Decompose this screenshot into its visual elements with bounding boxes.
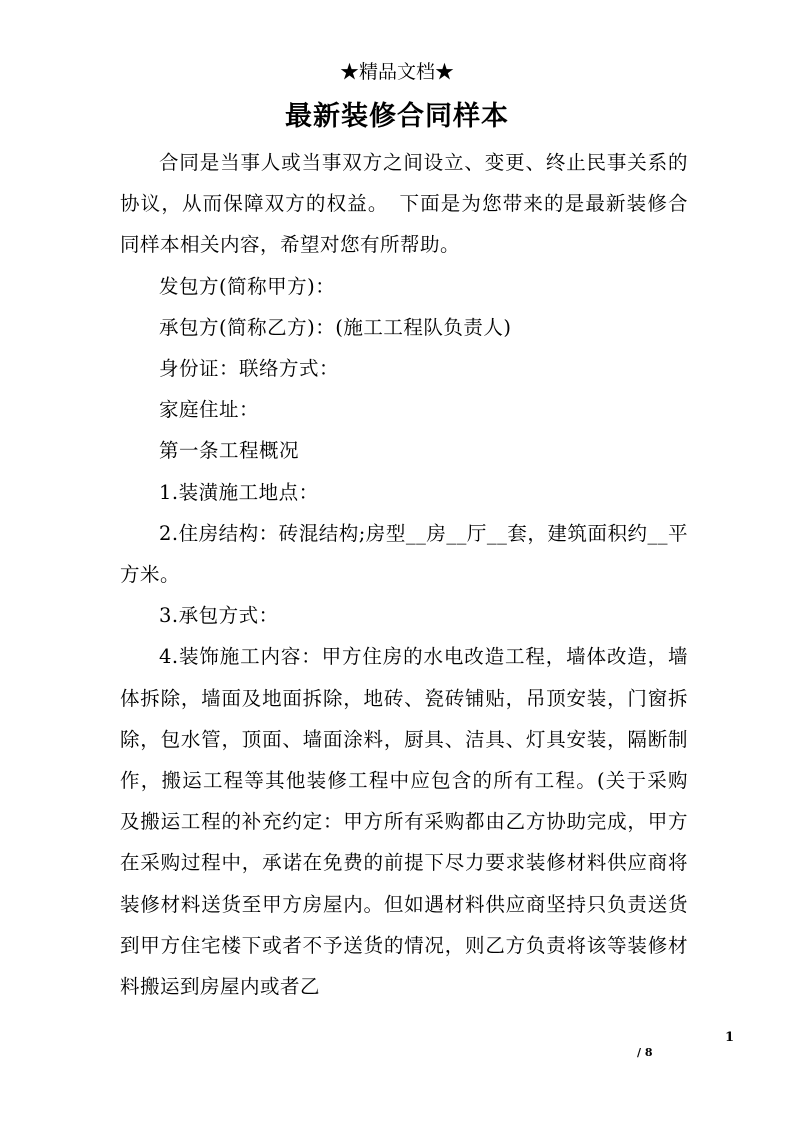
section-heading: 第一条工程概况 (159, 439, 300, 463)
address-line: 家庭住址： (159, 398, 260, 422)
clause-2: 2.住房结构：砖混结构;房型__房__厅__套，建筑面积约__平方米。 (120, 521, 688, 587)
party-a-line: 发包方(简称甲方)： (159, 274, 336, 298)
document-title: 最新装修合同样本 (285, 101, 509, 132)
id-contact-line: 身份证：联络方式： (159, 357, 340, 381)
clause-3: 3.承包方式： (159, 604, 279, 628)
party-b-line: 承包方(简称乙方)：(施工工程队负责人) (159, 315, 512, 339)
clause-1: 1.装潢施工地点： (159, 480, 319, 504)
clause-4: 4.装饰施工内容：甲方住房的水电改造工程，墙体改造，墙体拆除，墙面及地面拆除，地砖、瓷砖铺贴，吊顶安装，门窗拆除，包水管，顶面、墙面涂料，厨具、洁具、灯具安装，隔断制作，搬运工程等其他装修工程中应包含的所有工程。(关于采购及搬运工程的补充约定：甲方所有采购都由乙方协助完成，甲方在采购过程中，承诺在免费的前提下尽力要求装修材料供应商将装修材料送货至甲方房屋内。但如遇材料供应商坚持只负责送货到甲方住宅楼下或者不予送货的情况，则乙方负责将该等装修材料搬运到房屋内或者乙 (120, 645, 688, 999)
intro-paragraph: 合同是当事人或当事双方之间设立、变更、终止民事关系的协议，从而保障双方的权益。 下面是为您带来的是最新装修合同样本相关内容，希望对您有所帮助。 (120, 151, 688, 257)
header-mark: ★精品文档★ (339, 61, 454, 83)
page-total: / 8 (637, 1046, 653, 1059)
page-number: 1 (725, 1030, 735, 1045)
document-body (120, 142, 688, 1007)
